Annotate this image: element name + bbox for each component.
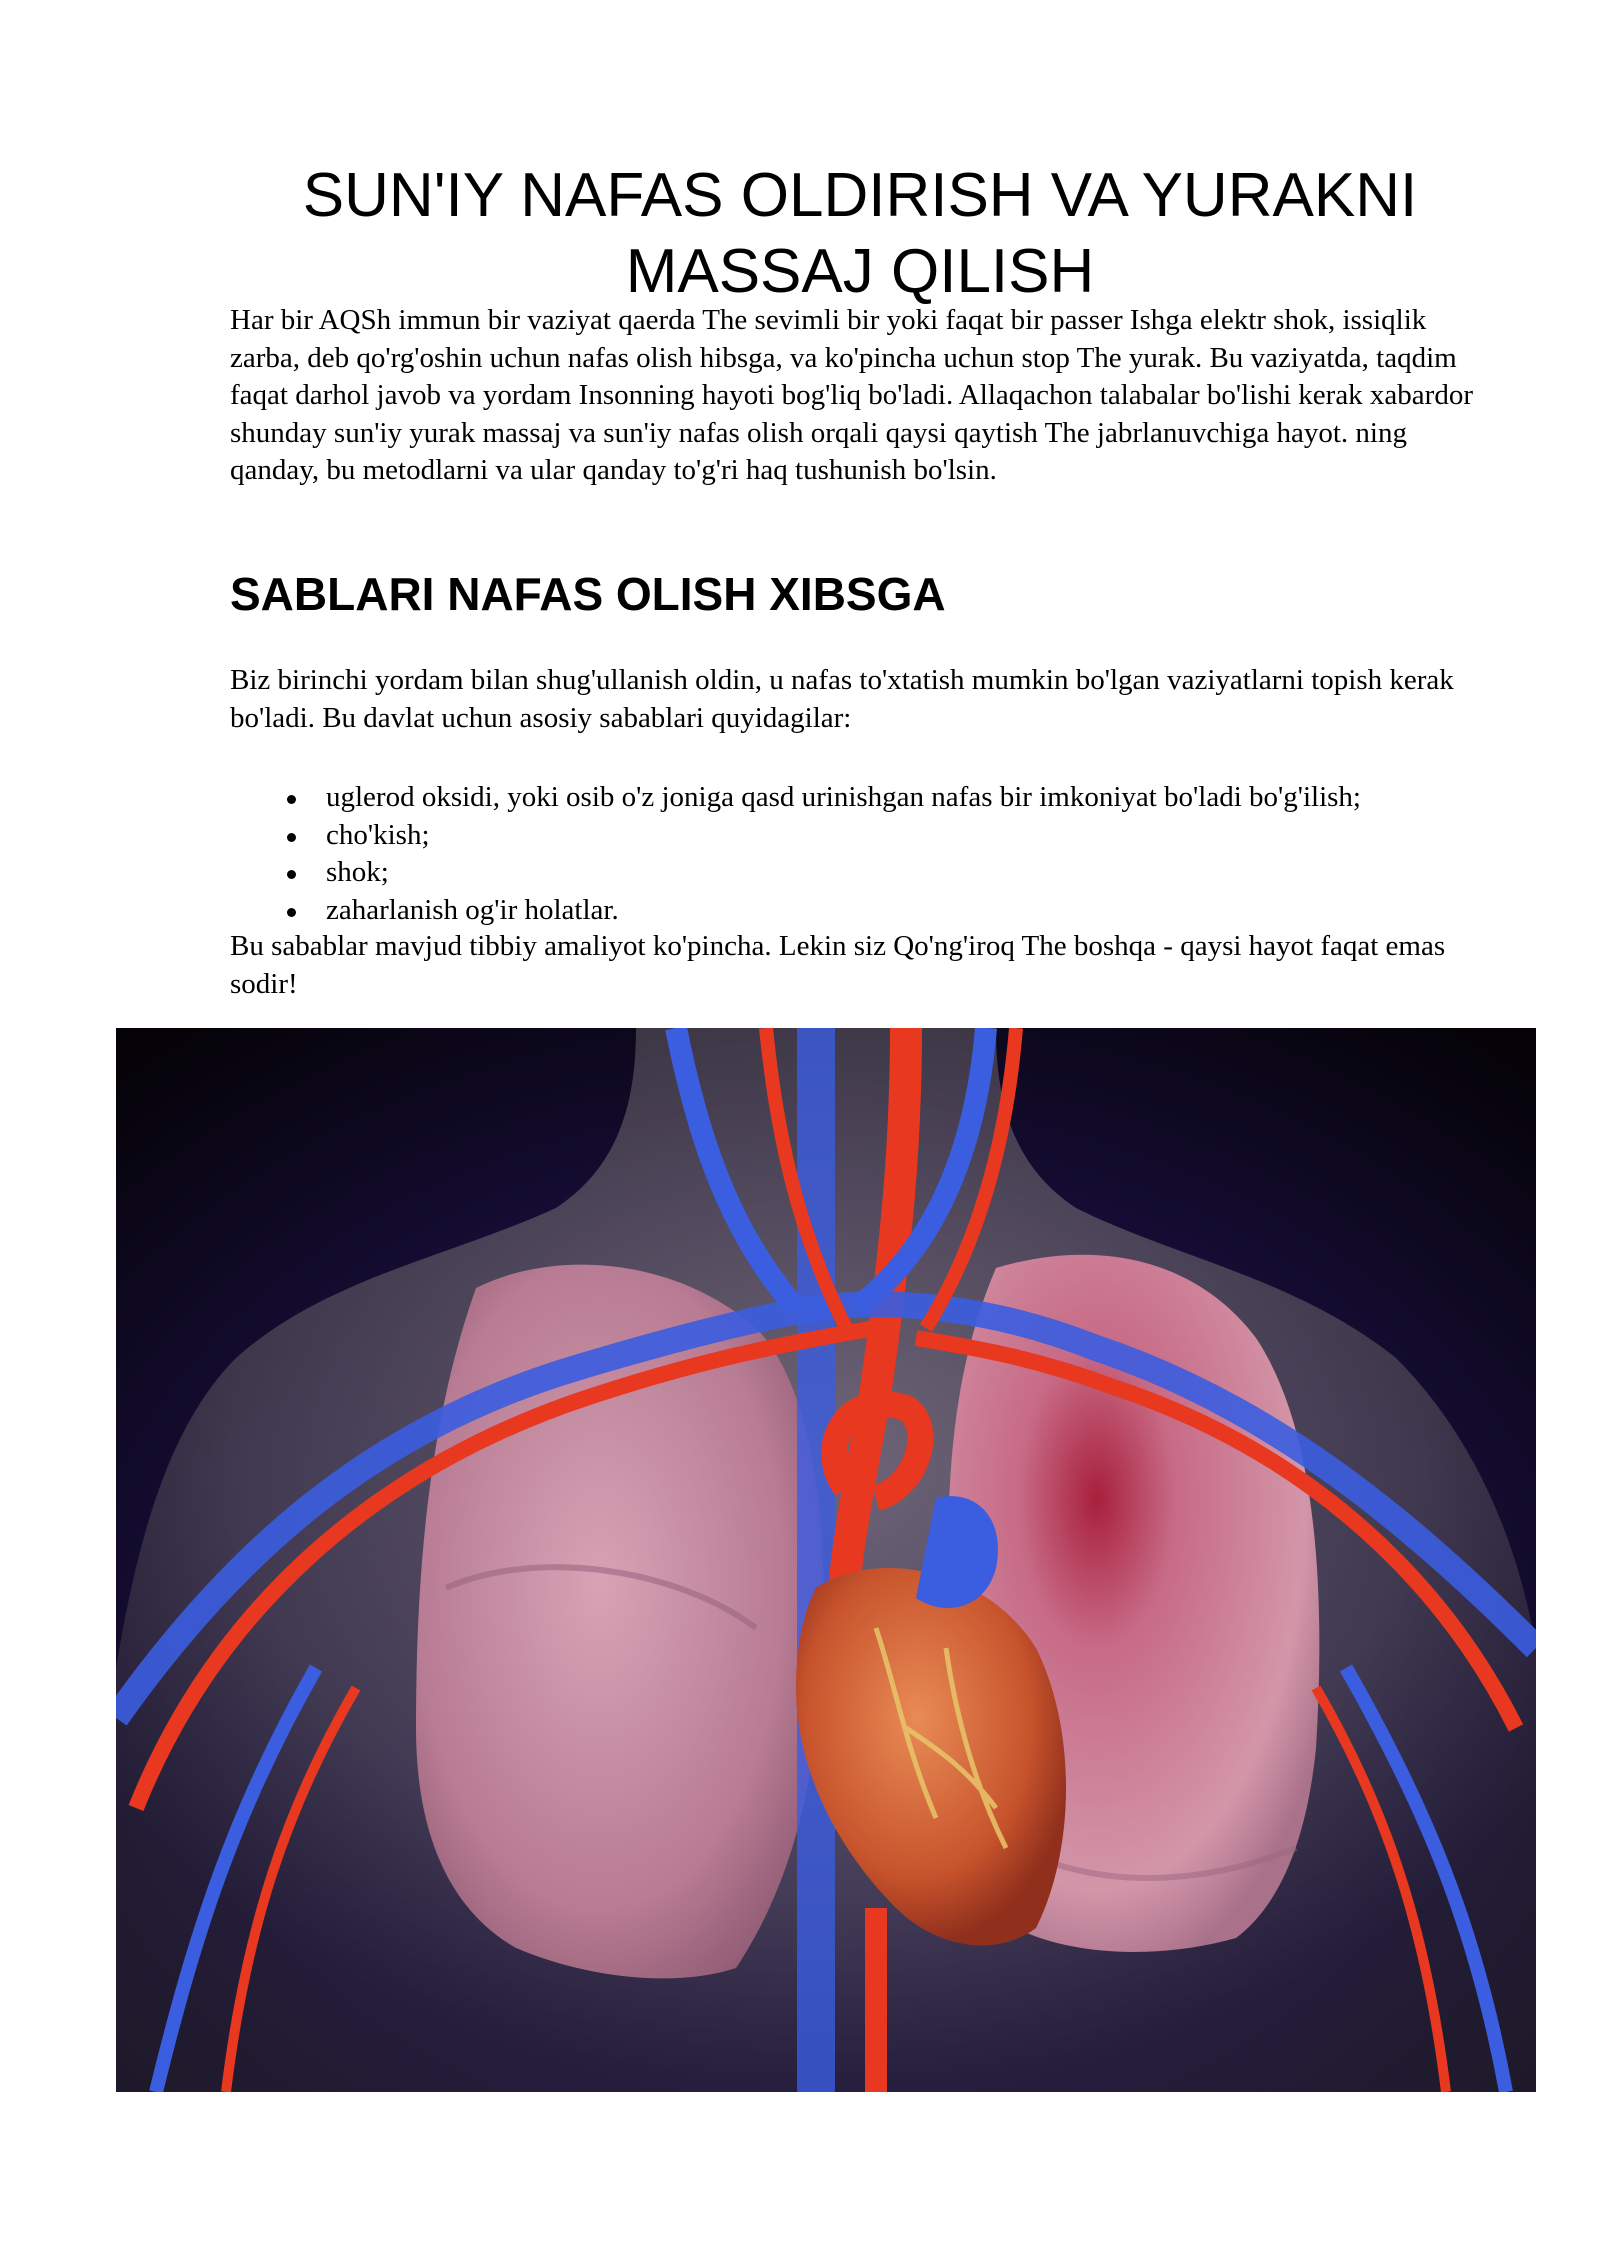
list-item (230, 854, 1530, 892)
section-intro-paragraph: Biz birinchi yordam bilan shug'ullanish oldin, u nafas to'xtatish mumkin bo'lgan vaziyatlarni topish kerak bo'ladi. Bu davlat uchun asosiy sabablari quyidagilar: (230, 664, 1454, 734)
page-title: SUN'IY NAFAS OLDIRISH VA YURAKNI MASSAJ QILISH (302, 161, 1418, 306)
bullet-icon (287, 908, 296, 917)
bullet-icon (287, 833, 296, 842)
list-item (230, 779, 1530, 817)
list-item-text: zaharlanish og'ir holatlar. (326, 893, 619, 926)
bullet-icon (287, 870, 296, 879)
list-item (230, 892, 1530, 930)
list-item (230, 817, 1530, 855)
list-item-text: shok; (326, 856, 389, 888)
closing-paragraph: Bu sabablar mavjud tibbiy amaliyot ko'pincha. Lekin siz Qo'ng'iroq The boshqa - qaysi hayot faqat emas sodir! (230, 930, 1446, 1000)
intro-paragraph: Har bir AQSh immun bir vaziyat qaerda The sevimli bir yoki faqat bir passer Ishga elektr shok, issiqlik zarba, deb qo'rg'oshin uchun nafas olish hibsga, va ko'pincha uchun stop The yurak. Bu vaziyatda, taqdim faqat darhol javob va yordam Insonning hayoti bog'liq bo'ladi. Allaqachon talabalar bo'lishi kerak xabardor shunday sun'iy yurak massaj va sun'iy nafas olish orqali qaysi qaytish The jabrlanuvchiga hayot. ning qanday, bu metodlarni va ular qanday to'g'ri haq tushunish bo'lsin. (230, 304, 1473, 486)
anatomy-illustration-svg (116, 1028, 1536, 2092)
section-heading: SABLARI NAFAS OLISH XIBSGA (230, 568, 946, 620)
left-lung (416, 1265, 824, 1979)
list-item-text: uglerod oksidi, yoki osib o'z joniga qasd urinishgan nafas bir imkoniyat bo'ladi bo'g'ilish; (326, 781, 1361, 813)
anatomy-illustration (116, 1028, 1536, 2092)
bullet-icon (287, 795, 296, 804)
list-item-text: cho'kish; (326, 818, 430, 851)
causes-list (230, 779, 1530, 929)
